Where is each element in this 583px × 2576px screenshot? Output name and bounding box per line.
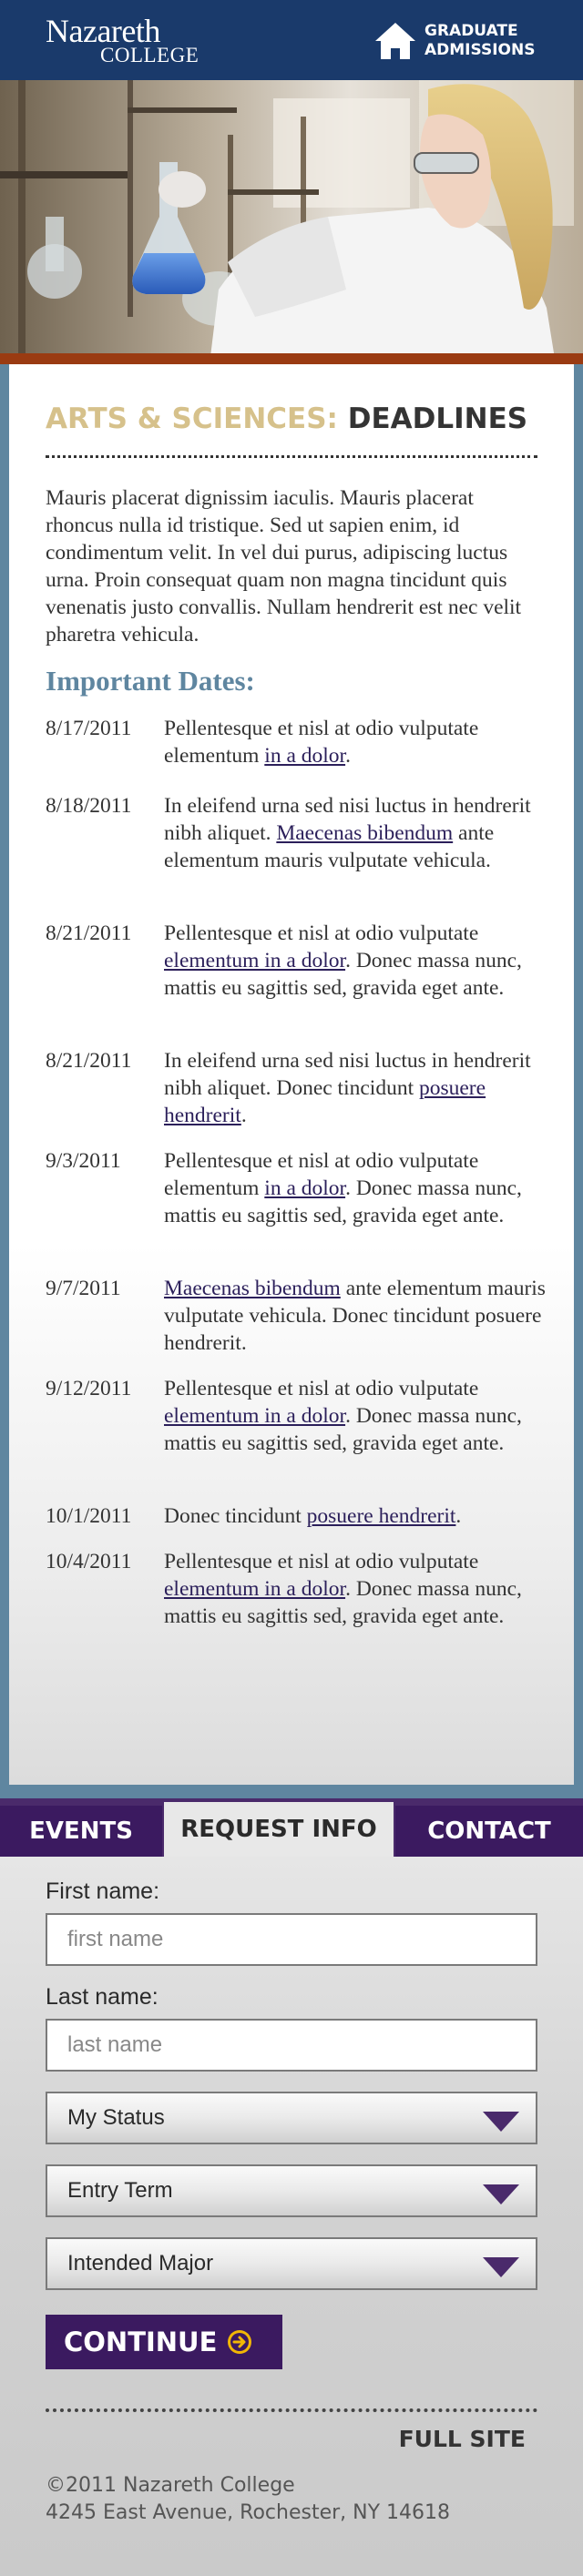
- date-link[interactable]: in a dolor: [264, 1176, 346, 1200]
- date-value: 8/17/2011: [46, 717, 132, 740]
- date-description: In eleifend urna sed nisi luctus in hendrerit nibh aliquet. Donec tincidunt posuere hendrerit.: [164, 1049, 531, 1127]
- logo-name: Nazareth: [46, 13, 160, 49]
- date-description: Pellentesque et nisl at odio vulputate elementum in a dolor. Donec massa nunc, mattis eu sagittis sed, gravida eget ante.: [164, 1377, 522, 1455]
- footer-divider: [46, 2408, 537, 2412]
- footer-info: [46, 2472, 556, 2527]
- date-description: Pellentesque et nisl at odio vulputate elementum in a dolor.: [164, 717, 479, 768]
- last-name-field[interactable]: [46, 2019, 537, 2072]
- status-select[interactable]: [46, 2092, 537, 2144]
- intended-major-select-value: Intended Major: [67, 2251, 214, 2276]
- deadlines-card: [9, 364, 574, 1785]
- entry-term-select-value: Entry Term: [67, 2178, 173, 2203]
- date-link[interactable]: in a dolor: [264, 744, 346, 768]
- first-name-label: First name:: [46, 1879, 160, 1904]
- date-description: Donec tincidunt posuere hendrerit.: [164, 1504, 462, 1528]
- request-info-form: [0, 1857, 583, 2576]
- date-value: 9/12/2011: [46, 1377, 132, 1400]
- tab-events[interactable]: EVENTS: [0, 1806, 162, 1857]
- site-header: [0, 0, 583, 80]
- date-description: Maecenas bibendum ante elementum mauris vulputate vehicula. Donec tincidunt posuere hendrerit.: [164, 1277, 546, 1355]
- tab-bar: [0, 1798, 583, 1857]
- full-site-link[interactable]: FULL SITE: [398, 2426, 526, 2452]
- date-link[interactable]: elementum in a dolor: [164, 949, 346, 972]
- hero-photo: [0, 80, 583, 364]
- first-name-field[interactable]: [46, 1913, 537, 1966]
- graduate-admissions-link[interactable]: [373, 18, 556, 64]
- intro-paragraph: Mauris placerat dignissim iaculis. Mauris placerat rhoncus nulla id tristique. Sed ut sapien enim, id condimentum velit. In vel dui purus, adipiscing luctus urna. Proin consequat quam non magna tincidunt quis venenatis justo convallis. Nullam hendrerit est nec velit pharetra vehicula.: [46, 486, 522, 647]
- date-value: 8/21/2011: [46, 921, 132, 945]
- date-value: 9/3/2011: [46, 1149, 121, 1173]
- date-description: In eleifend urna sed nisi luctus in hendrerit nibh aliquet. Maecenas bibendum ante elementum mauris vulputate vehicula.: [164, 794, 531, 872]
- last-name-label: Last name:: [46, 1984, 159, 2010]
- date-link[interactable]: posuere hendrerit: [306, 1504, 456, 1528]
- lab-scientist-image: [0, 80, 583, 364]
- date-description: Pellentesque et nisl at odio vulputate elementum in a dolor. Donec massa nunc, mattis eu sagittis sed, gravida eget ante.: [164, 921, 522, 1000]
- date-value: 10/4/2011: [46, 1550, 132, 1573]
- college-logo[interactable]: [46, 15, 200, 64]
- chevron-down-icon: [483, 2112, 519, 2132]
- status-select-value: My Status: [67, 2105, 165, 2130]
- logo-college: COLLEGE: [100, 44, 199, 66]
- address: 4245 East Avenue, Rochester, NY 14618: [46, 2501, 451, 2524]
- entry-term-select[interactable]: [46, 2164, 537, 2217]
- home-icon: [373, 21, 417, 61]
- date-description: Pellentesque et nisl at odio vulputate elementum in a dolor. Donec massa nunc, mattis eu sagittis sed, gravida eget ante.: [164, 1149, 522, 1227]
- important-dates-heading: Important Dates:: [46, 665, 255, 697]
- chevron-down-icon: [483, 2184, 519, 2204]
- graduate-admissions-label: GRADUATE ADMISSIONS: [424, 22, 536, 59]
- date-link[interactable]: elementum in a dolor: [164, 1404, 346, 1428]
- arrow-circle-right-icon: [226, 2328, 253, 2356]
- date-link[interactable]: elementum in a dolor: [164, 1577, 346, 1601]
- tab-contact[interactable]: CONTACT: [395, 1806, 583, 1857]
- title-section: DEADLINES: [347, 402, 528, 435]
- date-link[interactable]: posuere hendrerit: [164, 1076, 486, 1127]
- date-link[interactable]: Maecenas bibendum: [164, 1277, 341, 1300]
- date-link[interactable]: Maecenas bibendum: [276, 821, 454, 845]
- continue-button[interactable]: [46, 2315, 282, 2369]
- date-value: 9/7/2011: [46, 1277, 121, 1300]
- date-value: 8/18/2011: [46, 794, 132, 818]
- date-value: 8/21/2011: [46, 1049, 132, 1073]
- chevron-down-icon: [483, 2257, 519, 2277]
- intended-major-select[interactable]: [46, 2237, 537, 2290]
- title-department: ARTS & SCIENCES:: [46, 402, 338, 435]
- title-divider: [46, 455, 537, 458]
- date-description: Pellentesque et nisl at odio vulputate elementum in a dolor. Donec massa nunc, mattis eu sagittis sed, gravida eget ante.: [164, 1550, 522, 1628]
- tab-request-info[interactable]: REQUEST INFO: [164, 1802, 394, 1857]
- continue-label: CONTINUE: [64, 2327, 218, 2357]
- copyright: ©2011 Nazareth College: [46, 2474, 295, 2497]
- date-value: 10/1/2011: [46, 1504, 132, 1528]
- page-title: [46, 401, 537, 437]
